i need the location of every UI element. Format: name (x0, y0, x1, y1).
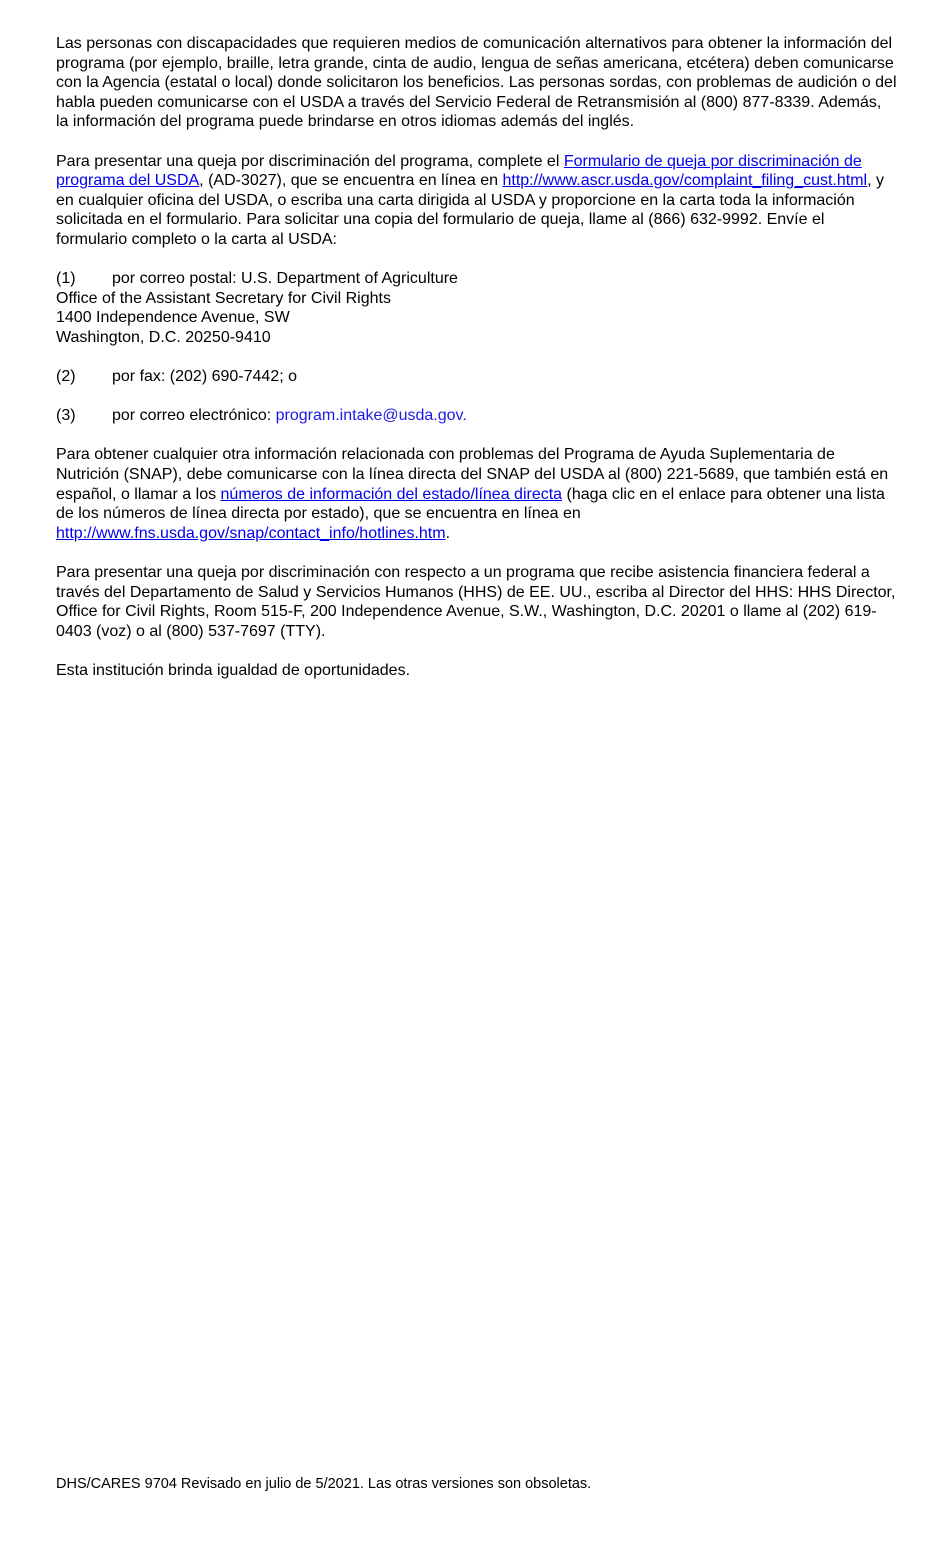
complaint-text-1: Para presentar una queja por discriminación del programa, complete el (56, 152, 564, 170)
email-label: por correo electrónico: (112, 407, 276, 425)
email-address[interactable]: program.intake@usda.gov. (275, 407, 467, 425)
snap-text-2: (haga clic en el enlace para obtener una lista de los números de línea directa por estado), que se encuentra en línea en (56, 485, 885, 523)
fax-item (56, 367, 898, 387)
item-number: (2) (56, 368, 76, 386)
mail-line-3: 1400 Independence Avenue, SW (56, 309, 290, 327)
complaint-form-link[interactable]: Formulario de queja por discriminación de programa del USDA (56, 152, 862, 190)
complaint-paragraph (56, 152, 898, 250)
document-body (56, 34, 898, 700)
item-number: (1) (56, 270, 76, 288)
item-number: (3) (56, 407, 76, 425)
snap-text-1: Para obtener cualquier otra información relacionada con problemas del Programa de Ayuda Suplementaria de Nutrición (SNAP), debe comunicarse con la línea directa del SNAP del USDA al (800) 221-5689, que también está en español, o llamar a los (56, 446, 889, 503)
complaint-text-3: , y en cualquier oficina del USDA, o escriba una carta dirigida al USDA y proporcione en la carta toda la información solicitada en el formulario. Para solicitar una copia del formulario de queja, llame al (866) 632-9992. Envíe el formulario completo o la carta al USDA: (56, 172, 884, 248)
complaint-url-link[interactable]: http://www.ascr.usda.gov/complaint_filing_cust.html (502, 172, 868, 190)
equal-opportunity-statement: Esta institución brinda igualdad de oportunidades. (56, 662, 411, 679)
hhs-paragraph: Para presentar una queja por discriminación con respecto a un programa que recibe asistencia financiera federal a través del Departamento de Salud y Servicios Humanos (HHS) de EE. UU., escriba al Director del HHS: HHS Director, Office for Civil Rights, Room 515-F, 200 Independence Avenue, S.W., Washington, D.C. 20201 o llame al (202) 619-0403 (voz) o al (800) 537-7697 (TTY). (56, 564, 896, 640)
mail-line-2: Office of the Assistant Secretary for Civil Rights (56, 289, 391, 307)
hotlines-url-link[interactable]: http://www.fns.usda.gov/snap/contact_info/hotlines.htm (56, 524, 446, 542)
email-item (56, 406, 898, 426)
snap-text-3: . (445, 524, 451, 542)
mail-item (56, 269, 898, 347)
snap-paragraph (56, 445, 898, 543)
accessibility-paragraph: Las personas con discapacidades que requieren medios de comunicación alternativos para obtener la información del programa (por ejemplo, braille, letra grande, cinta de audio, lengua de señas americana, etcétera) deben comunicarse con la Agencia (estatal o local) donde solicitaron los beneficios. Las personas sordas, con problemas de audición o del habla pueden comunicarse con el USDA a través del Servicio Federal de Retransmisión al (800) 877-8339. Además, la información del programa puede brindarse en otros idiomas además del inglés. (56, 35, 897, 131)
fax-text: por fax: (202) 690-7442; o (112, 368, 298, 386)
hotline-numbers-link[interactable]: números de información del estado/línea directa (220, 485, 563, 503)
footer-note: DHS/CARES 9704 Revisado en julio de 5/2021. Las otras versiones son obsoletas. (56, 1476, 592, 1492)
mail-line-1: por correo postal: U.S. Department of Agriculture (112, 270, 458, 288)
mail-line-4: Washington, D.C. 20250-9410 (56, 328, 271, 346)
complaint-text-2: , (AD-3027), que se encuentra en línea en (199, 172, 503, 190)
